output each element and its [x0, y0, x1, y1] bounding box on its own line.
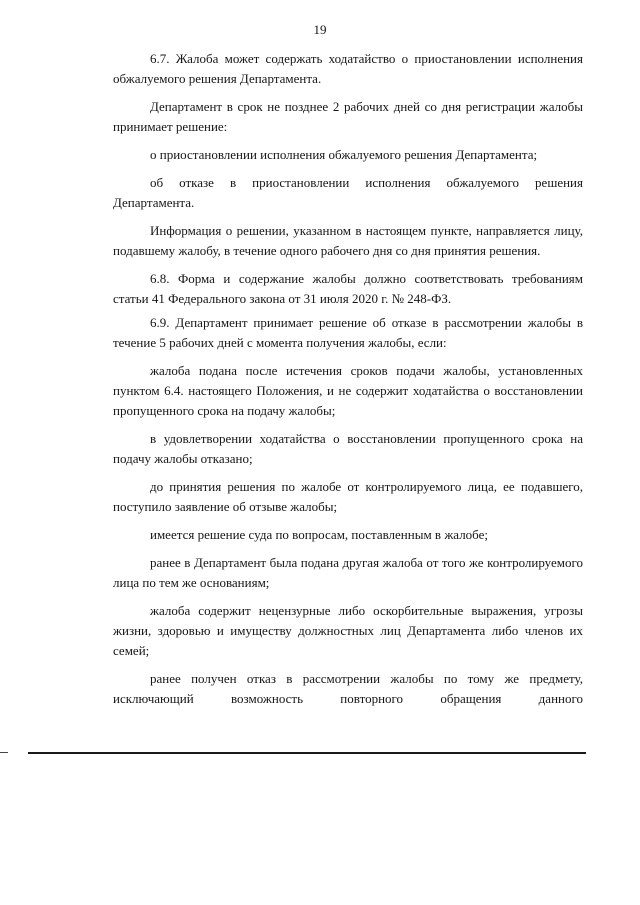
paragraph-prior-complaint: ранее в Департамент была подана другая жалоба от того же контролируемого лица по тем же основаниям; [113, 555, 583, 590]
paragraph-suspension: о приостановлении исполнения обжалуемого решения Департамента; [150, 147, 538, 162]
footer-rule-tick [0, 752, 8, 753]
document-body [113, 49, 583, 709]
paragraph-refusal-suspension: об отказе в приостановлении исполнения обжалуемого решения Департамента. [113, 175, 583, 210]
paragraph-petition-denied: в удовлетворении ходатайства о восстановлении пропущенного срока на подачу жалобы отказано; [113, 431, 583, 466]
paragraph-6-7: 6.7. Жалоба может содержать ходатайство о приостановлении исполнения обжалуемого решения Департамента. [113, 51, 583, 86]
paragraph-6-9: 6.9. Департамент принимает решение об отказе в рассмотрении жалобы в течение 5 рабочих дней с момента получения жалобы, если: [113, 315, 583, 350]
paragraph-court-decision: имеется решение суда по вопросам, поставленным в жалобе; [150, 527, 488, 542]
paragraph-information: Информация о решении, указанном в настоящем пункте, направляется лицу, подавшему жалобу, в течение одного рабочего дня со дня принятия решения. [113, 223, 583, 258]
footer-rule [28, 752, 586, 754]
paragraph-prior-refusal: ранее получен отказ в рассмотрении жалобы по тому же предмету, исключающий возможность повторного обращения данного [113, 671, 583, 706]
paragraph-decision-intro: Департамент в срок не позднее 2 рабочих дней со дня регистрации жалобы принимает решение: [113, 99, 583, 134]
paragraph-withdrawal: до принятия решения по жалобе от контролируемого лица, ее подавшего, поступило заявление об отзыве жалобы; [113, 479, 583, 514]
paragraph-deadline-missed: жалоба подана после истечения сроков подачи жалобы, установленных пунктом 6.4. настоящего Положения, и не содержит ходатайства о восстановлении пропущенного срока на подачу жалобы; [113, 363, 583, 418]
page-number: 19 [313, 22, 327, 37]
paragraph-6-8: 6.8. Форма и содержание жалобы должно соответствовать требованиям статьи 41 Федерального закона от 31 июля 2020 г. № 248-ФЗ. [113, 271, 583, 306]
paragraph-offensive-content: жалоба содержит нецензурные либо оскорбительные выражения, угрозы жизни, здоровью и имуществу должностных лиц Департамента либо членов их семей; [113, 603, 583, 658]
